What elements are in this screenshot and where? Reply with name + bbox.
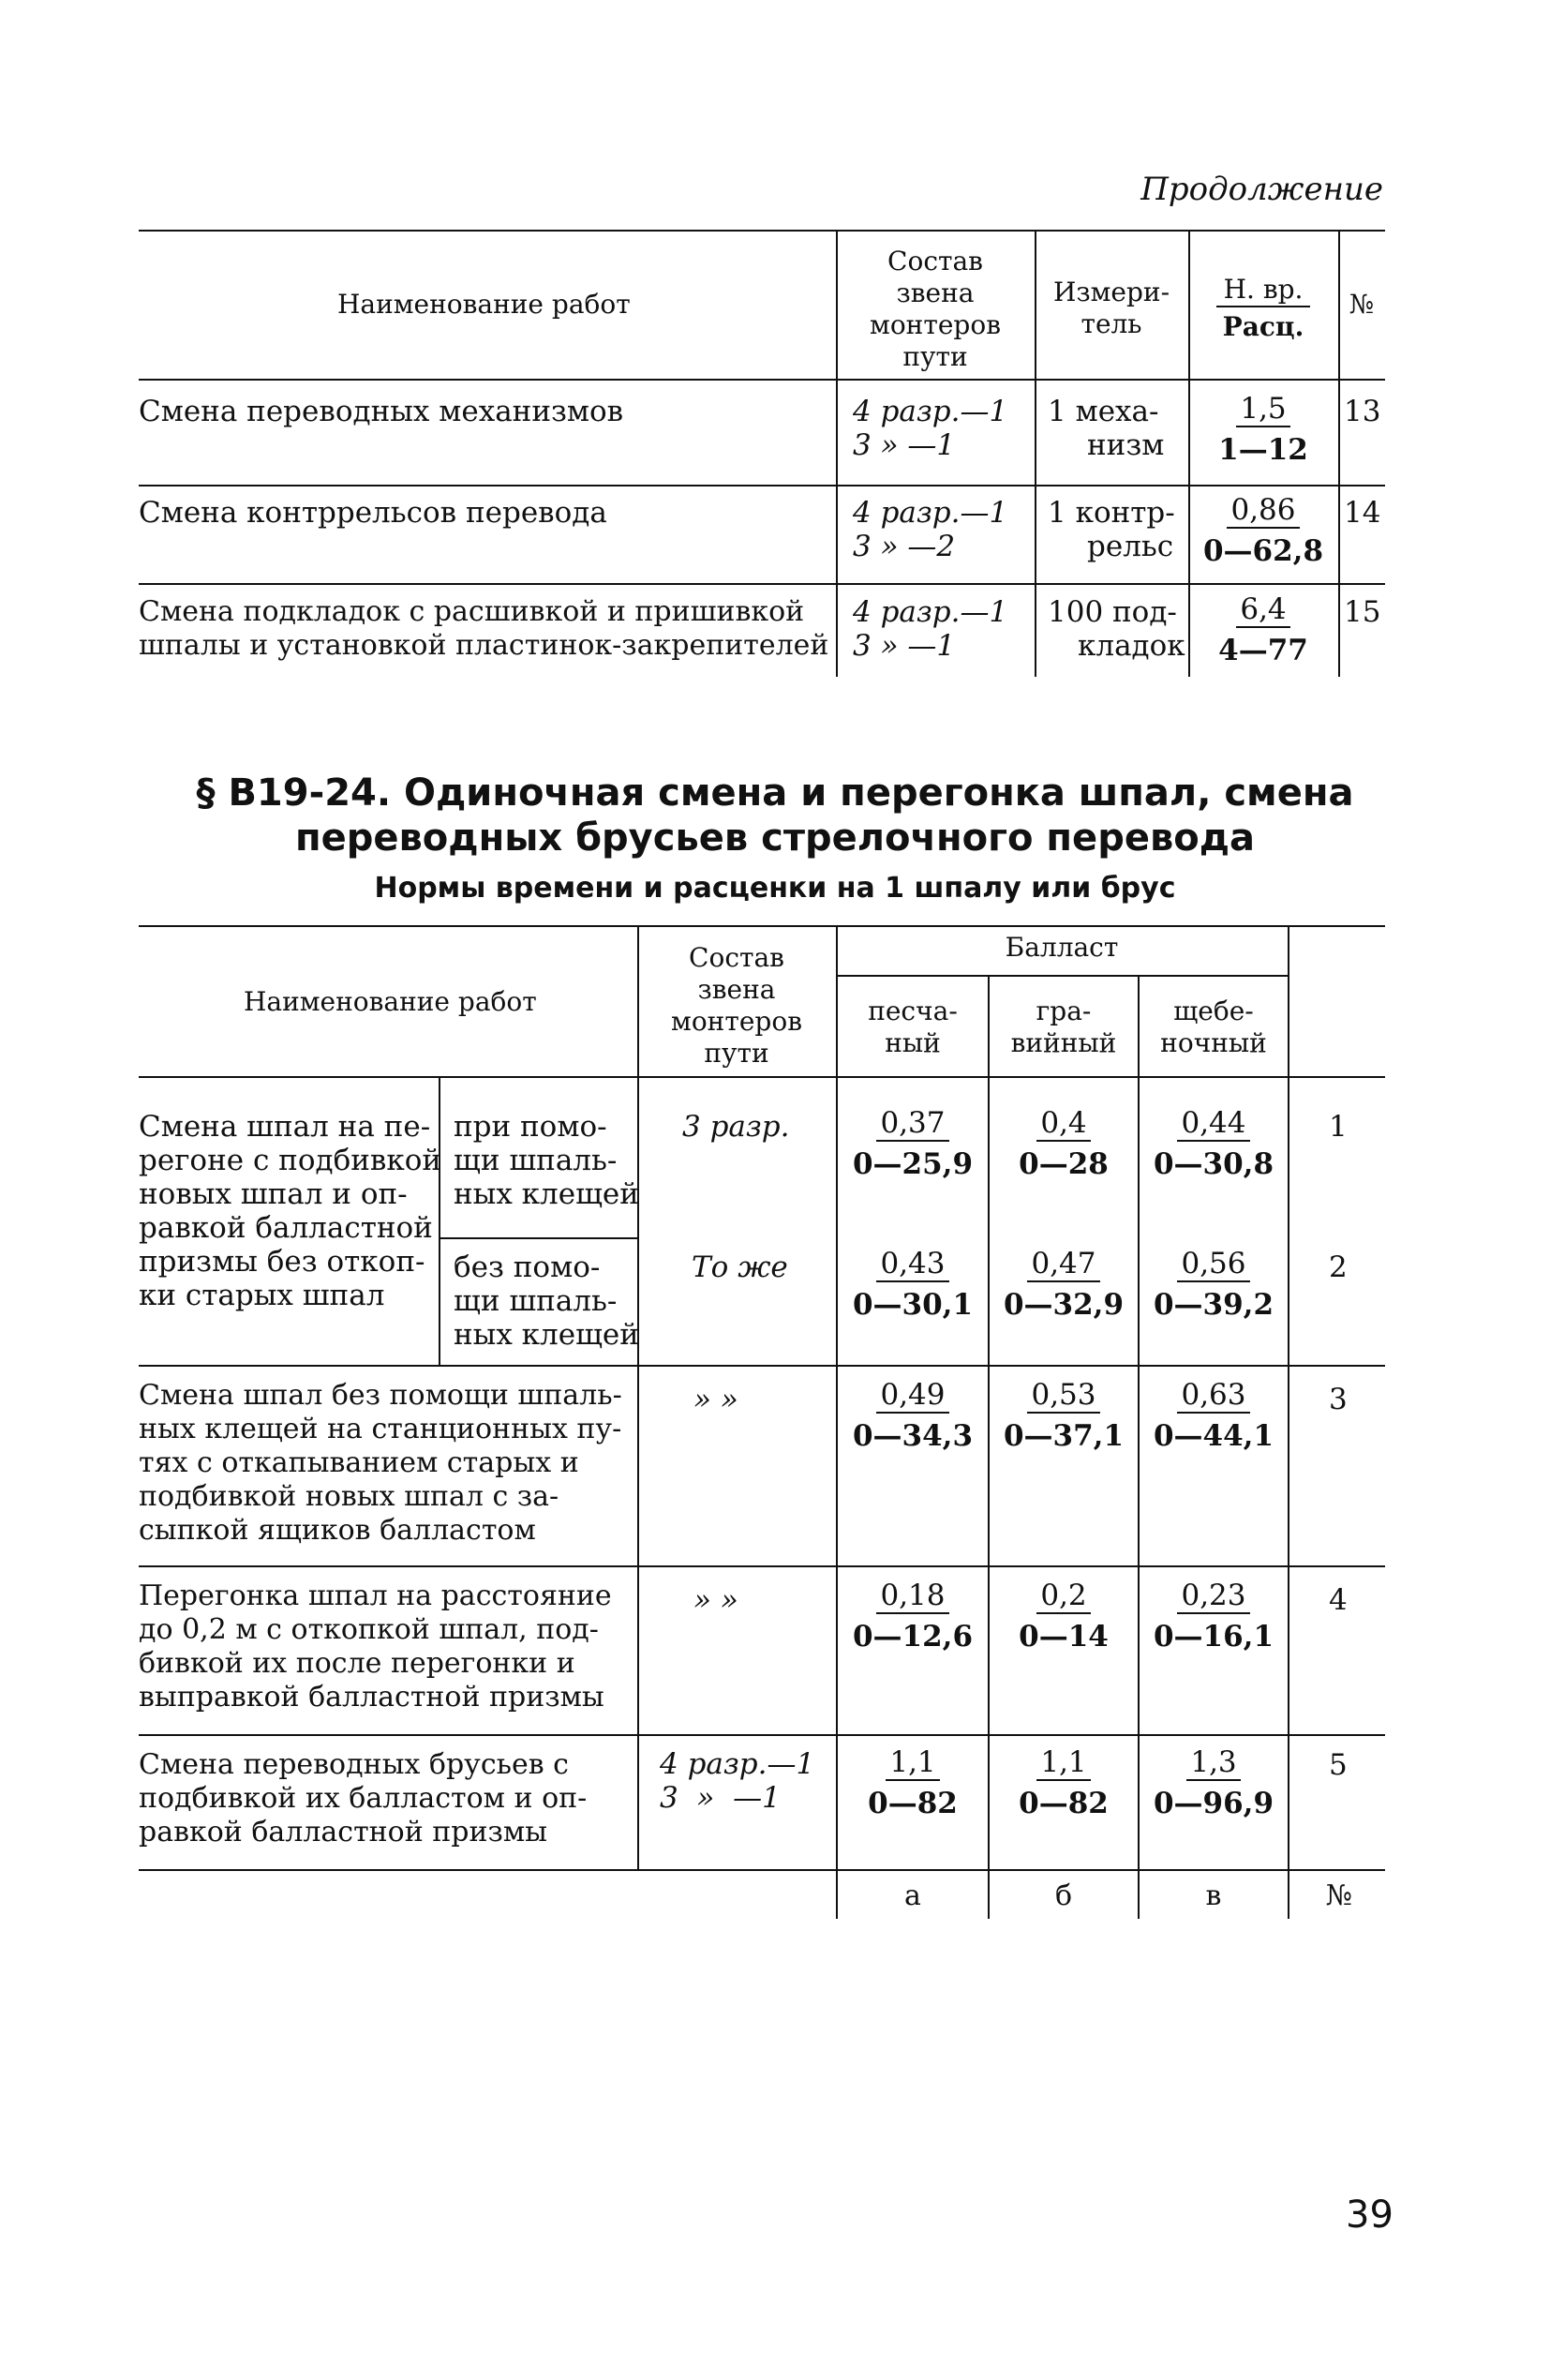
t2-header-sand: песча- ный	[868, 995, 958, 1058]
t2-header-ballast: Балласт	[1005, 932, 1119, 963]
section-title: § В19-24. Одиночная смена и перегонка шпал, смена переводных брусьев стрелочного перевода	[196, 771, 1354, 860]
t2-header-crew: Состав звена монтеров пути	[671, 942, 802, 1069]
t2-header-crushed: щебе- ночный	[1160, 995, 1267, 1058]
t1-header-norm: Н. вр. Расц.	[1198, 274, 1329, 343]
t1-header-unit: Измери- тель	[1052, 277, 1170, 339]
page-number: 39	[1346, 2193, 1394, 2237]
t1-header-crew: Состав звена монтеров пути	[870, 246, 1001, 372]
section-subtitle: Нормы времени и расценки на 1 шпалу или брус	[374, 872, 1176, 905]
t1-header-num: №	[1349, 289, 1375, 320]
continuation-label: Продолжение	[1140, 171, 1383, 208]
t2-header-gravel: гра- вийный	[1010, 995, 1117, 1058]
t2-header-name: Наименование работ	[244, 986, 537, 1017]
t1-header-name: Наименование работ	[337, 289, 631, 320]
